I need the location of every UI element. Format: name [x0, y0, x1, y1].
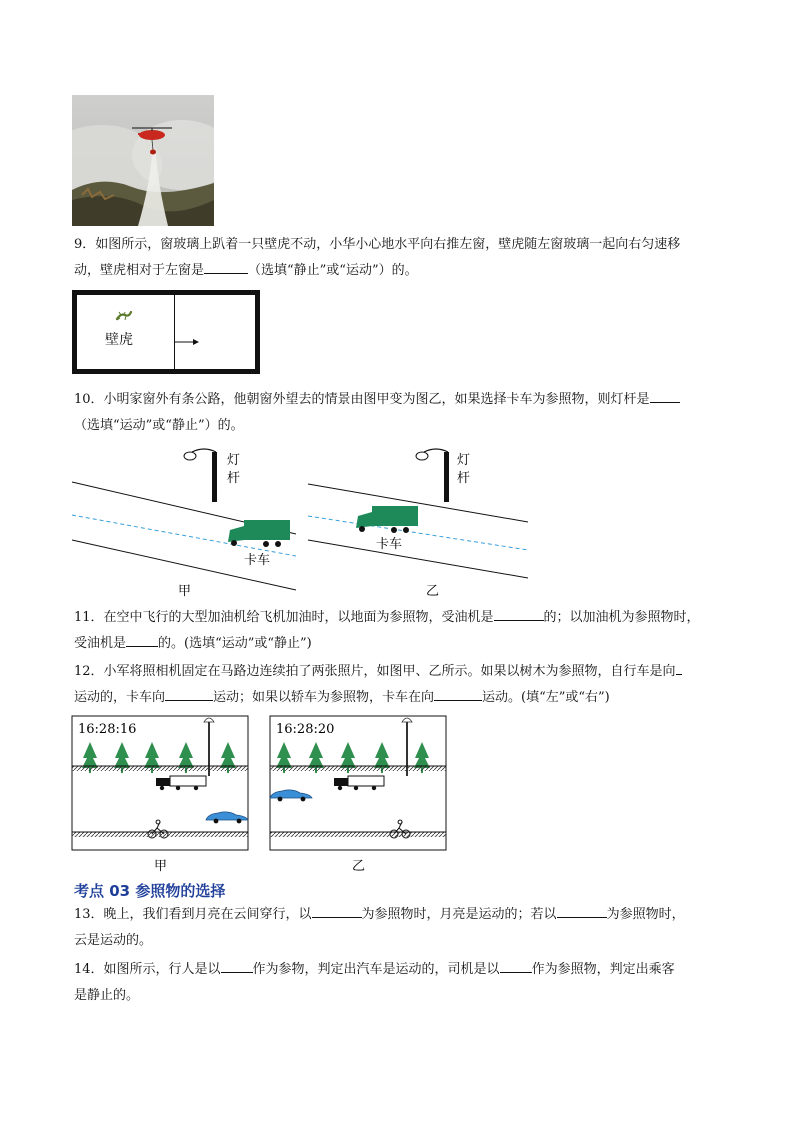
question-9 [74, 232, 734, 284]
answer-blank[interactable] [204, 259, 248, 274]
photo-a [72, 716, 248, 874]
answer-blank[interactable] [650, 388, 680, 403]
photo-b-caption: 乙 [352, 859, 366, 874]
photo-b [270, 716, 446, 874]
question-12-line1: 12．小军将照相机固定在马路边连续拍了两张照片，如图甲、乙所示。如果以树木为参照物，自行车是向 [74, 659, 734, 685]
section-heading: 考点 03 参照物的选择 [74, 882, 226, 900]
answer-blank[interactable] [494, 606, 544, 621]
question-10-line1: 10．小明家窗外有条公路，他朝窗外望去的情景由图甲变为图乙，如果选择卡车为参照物，则灯杆是 [74, 387, 734, 413]
question-14-line1: 14．如图所示，行人是以 作为参物，判定出汽车是运动的，司机是以 作为参照物，判定出乘客 [74, 957, 734, 983]
answer-blank[interactable] [434, 686, 482, 701]
window-divider [174, 295, 175, 369]
truck-label: 卡车 [244, 553, 271, 568]
road-panel-b [308, 449, 528, 599]
photo-b-timestamp: 16:28:20 [276, 722, 335, 737]
truck-icon [228, 520, 290, 547]
question-10 [74, 387, 734, 439]
gecko-label: 壁虎 [105, 332, 133, 348]
answer-blank[interactable] [126, 632, 158, 647]
photo-a-timestamp: 16:28:16 [78, 722, 137, 737]
answer-blank[interactable] [676, 660, 682, 675]
figure-caption-b: 乙 [426, 584, 440, 599]
question-11 [74, 605, 734, 657]
question-11-line1: 11．在空中飞行的大型加油机给飞机加油时，以地面为参照物，受油机是 的；以加油机为参照物时， [74, 605, 734, 631]
question-9-line1: 9．如图所示，窗玻璃上趴着一只壁虎不动，小华小心地水平向右推左窗，壁虎随左窗玻璃一起向右匀速移 [74, 237, 681, 252]
photo-a-caption: 甲 [154, 859, 168, 874]
road-panel-a [72, 449, 296, 599]
question-10-line2: （选填“运动”或“静止”）的。 [74, 418, 244, 433]
helicopter-firefighting-photo [72, 95, 214, 226]
question-13-line2: 云是运动的。 [74, 933, 153, 948]
answer-blank[interactable] [312, 903, 362, 918]
pole-label-char-1: 灯 [457, 453, 471, 468]
answer-blank[interactable] [221, 958, 253, 973]
gecko-icon [115, 309, 133, 323]
question-9-line2: 动，壁虎相对于左窗是 （选填“静止”或“运动”）的。 [74, 258, 734, 284]
question-14 [74, 957, 734, 1009]
pole-label-char-1: 灯 [227, 453, 241, 468]
pole-label-char-2: 杆 [227, 471, 241, 486]
answer-blank[interactable] [500, 958, 532, 973]
arrow-right-icon [175, 338, 199, 346]
question-11-line2: 受油机是 的。(选填“运动”或“静止”) [74, 631, 734, 657]
pole-label-char-2: 杆 [457, 471, 471, 486]
truck-icon [356, 506, 418, 533]
question-13 [74, 902, 734, 954]
figure-caption-a: 甲 [178, 584, 192, 599]
question-12-line2: 运动的，卡车向 运动；如果以轿车为参照物，卡车在向 运动。(填“左”或“右”) [74, 685, 734, 711]
road-figure [66, 440, 536, 602]
question-14-line2: 是静止的。 [74, 988, 140, 1003]
street-photos-figure [70, 714, 452, 876]
question-12 [74, 659, 734, 711]
answer-blank[interactable] [557, 903, 607, 918]
question-13-line1: 13．晚上，我们看到月亮在云间穿行，以 为参照物时，月亮是运动的；若以 为参照物时， [74, 902, 734, 928]
window-figure [72, 290, 260, 374]
answer-blank[interactable] [165, 686, 213, 701]
truck-label: 卡车 [376, 537, 403, 552]
